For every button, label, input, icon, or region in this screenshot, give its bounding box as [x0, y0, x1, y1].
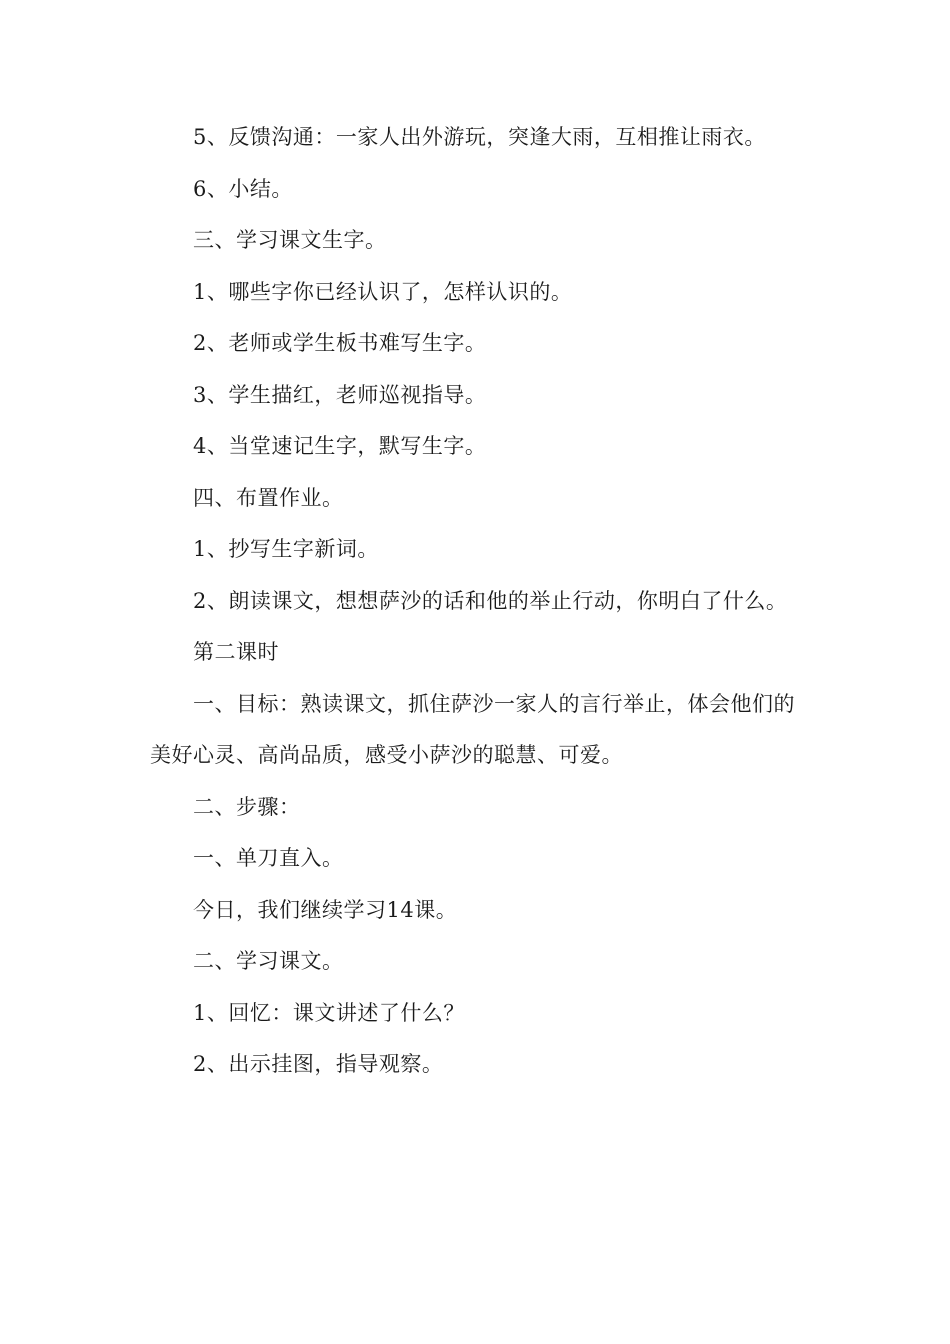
- paragraph: 2、老师或学生板书难写生字。: [193, 331, 487, 355]
- lesson-heading: 第二课时: [193, 640, 279, 664]
- section-heading: 三、学习课文生字。: [193, 228, 387, 252]
- paragraph: 5、反馈沟通：一家人出外游玩，突逢大雨，互相推让雨衣。: [193, 125, 766, 149]
- paragraph: 4、当堂速记生字，默写生字。: [193, 434, 487, 458]
- paragraph: 3、学生描红，老师巡视指导。: [193, 382, 487, 407]
- paragraph: 1、哪些字你已经认识了，怎样认识的。: [193, 279, 573, 304]
- section-heading: 二、学习课文。: [193, 949, 344, 973]
- section-heading: 二、步骤：: [193, 794, 301, 819]
- section-heading: 一、单刀直入。: [193, 846, 344, 870]
- paragraph: 2、出示挂图，指导观察。: [193, 1052, 444, 1076]
- section-heading: 四、布置作业。: [193, 485, 344, 510]
- paragraph: 6、小结。: [193, 176, 293, 201]
- document-body: [150, 112, 800, 1091]
- paragraph: 今日，我们继续学习14课。: [193, 897, 458, 922]
- paragraph: 1、抄写生字新词。: [193, 537, 379, 561]
- paragraph: 一、目标：熟读课文，抓住萨沙一家人的言行举止，体会他们的美好心灵、高尚品质，感受小萨沙的聪慧、可爱。: [150, 691, 795, 767]
- paragraph: 2、朗读课文，想想萨沙的话和他的举止行动，你明白了什么。: [193, 588, 788, 613]
- paragraph: 1、回忆：课文讲述了什么？: [193, 1000, 465, 1025]
